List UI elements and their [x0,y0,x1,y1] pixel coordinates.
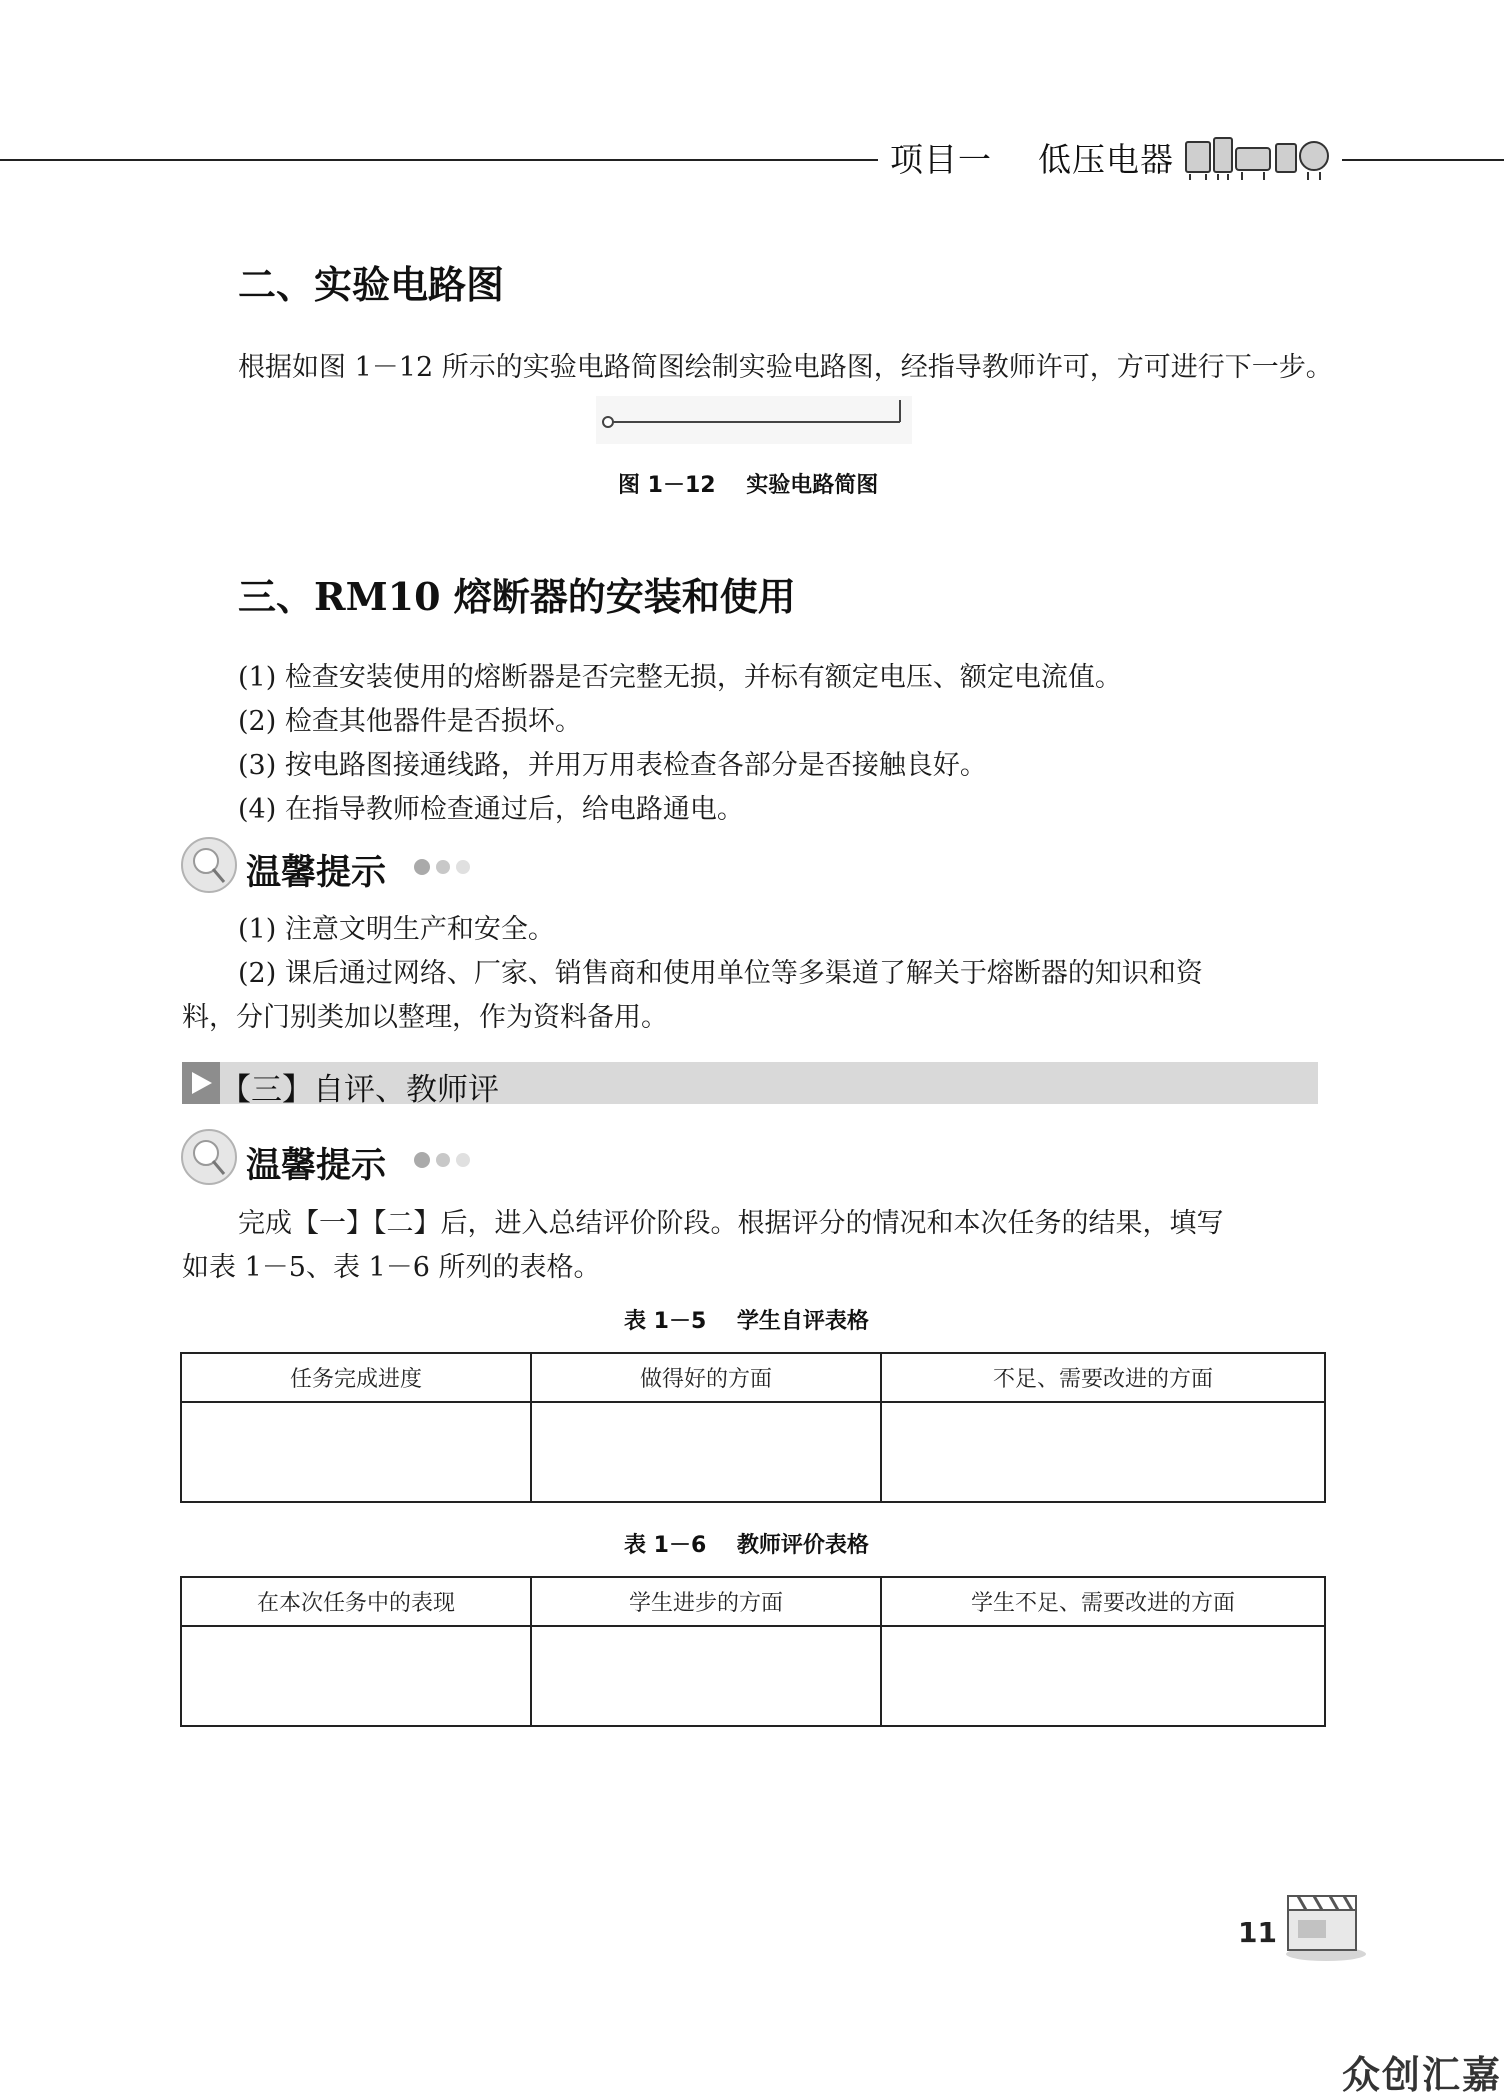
table-caption: 表 1－6 教师评价表格 [624,1533,869,1558]
self-evaluation-table [180,1352,1326,1503]
dots-decoration-icon [412,1150,476,1170]
tip-line: 如表 1－5、表 1－6 所列的表格。 [182,1252,601,1283]
table-cell[interactable] [531,1402,881,1502]
section-title-fuse-installation: 三、RM10 熔断器的安装和使用 [238,574,796,619]
tip-heading: 温馨提示 [246,1146,387,1186]
page-number: 11 [1238,1916,1277,1949]
header-rule-right [1342,159,1504,161]
table-header-cell: 在本次任务中的表现 [181,1577,531,1626]
tip-line: (1) 注意文明生产和安全。 [238,914,555,945]
tip-line: 完成【一】【二】后，进入总结评价阶段。根据评分的情况和本次任务的结果，填写 [238,1208,1224,1239]
electrical-devices-icon [1182,134,1338,182]
table-header-cell: 不足、需要改进的方面 [881,1353,1325,1402]
table-cell[interactable] [881,1402,1325,1502]
table-cell[interactable] [531,1626,881,1726]
table-header-cell: 学生进步的方面 [531,1577,881,1626]
tip-line: 料，分门别类加以整理，作为资料备用。 [182,1002,668,1033]
tip-heading: 温馨提示 [246,853,387,893]
figure-caption: 图 1－12 实验电路简图 [618,473,879,498]
table-cell[interactable] [181,1626,531,1726]
circuit-diagram-figure [596,396,912,444]
table-caption: 表 1－5 学生自评表格 [624,1309,869,1334]
section-bar-title: 【三】自评、教师评 [220,1072,499,1108]
step-item: (1) 检查安装使用的熔断器是否完整无损，并标有额定电压、额定电流值。 [238,662,1122,693]
clapperboard-icon [1282,1888,1368,1962]
pushpin-icon [180,1128,238,1186]
table-cell[interactable] [881,1626,1325,1726]
dots-decoration-icon [412,857,476,877]
running-header-title: 项目一 低压电器 [890,140,1174,179]
table-cell[interactable] [181,1402,531,1502]
section-title-circuit-diagram: 二、实验电路图 [238,262,505,307]
header-rule-left [0,159,878,161]
pushpin-icon [180,836,238,894]
tip-line: (2) 课后通过网络、厂家、销售商和使用单位等多渠道了解关于熔断器的知识和资 [238,958,1203,989]
table-header-cell: 做得好的方面 [531,1353,881,1402]
step-item: (4) 在指导教师检查通过后，给电路通电。 [238,794,744,825]
step-item: (2) 检查其他器件是否损坏。 [238,706,582,737]
table-header-cell: 学生不足、需要改进的方面 [881,1577,1325,1626]
step-item: (3) 按电路图接通线路，并用万用表检查各部分是否接触良好。 [238,750,987,781]
circuit-instruction-text: 根据如图 1－12 所示的实验电路简图绘制实验电路图，经指导教师许可，方可进行下一步。 [238,352,1333,383]
watermark-text: 众创汇嘉 [1342,2053,1503,2097]
triangle-marker-icon [182,1062,220,1104]
teacher-evaluation-table [180,1576,1326,1727]
table-header-cell: 任务完成进度 [181,1353,531,1402]
